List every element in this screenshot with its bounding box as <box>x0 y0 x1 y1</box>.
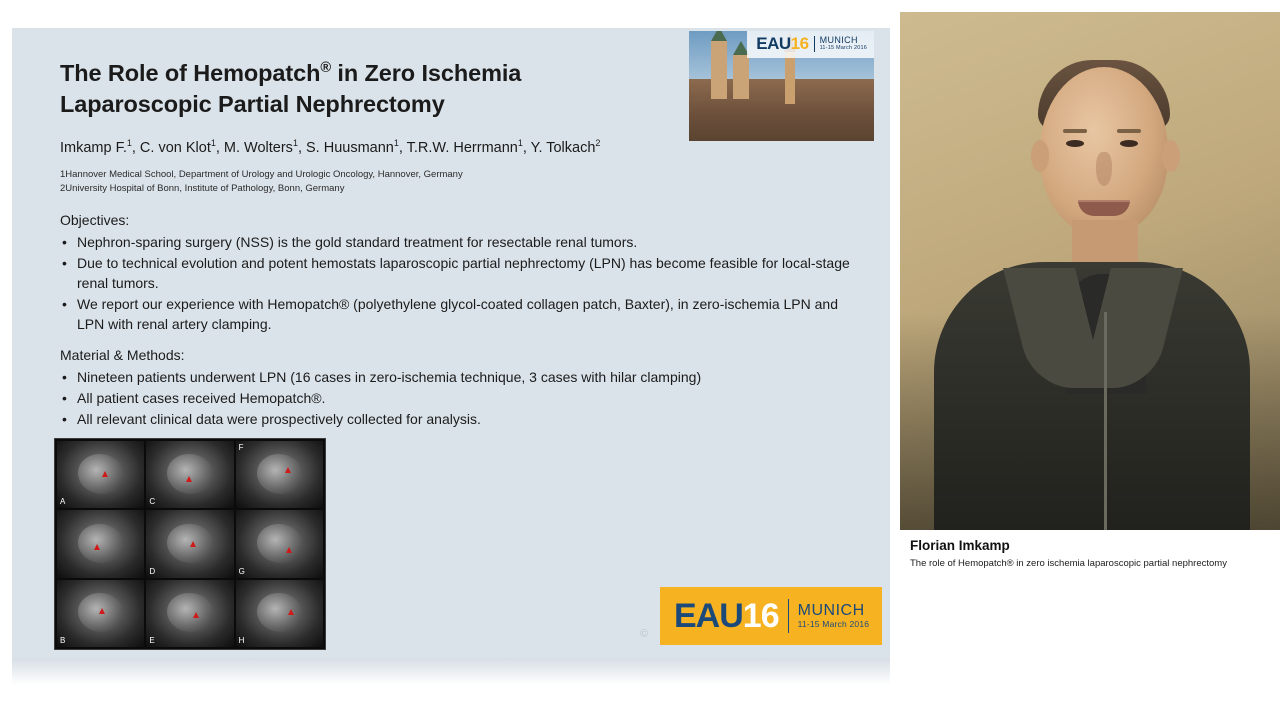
slide-content <box>12 28 890 658</box>
ct-panel <box>236 580 323 647</box>
banner-tower-left <box>711 41 727 99</box>
eau-footer-city: MUNICH <box>797 601 865 619</box>
ct-panel-label: E <box>149 636 155 645</box>
list-item: • We report our experience with Hemopatch® (polyethylene glycol-coated collagen patch, Baxter), in zero-ischemia LPN and LPN with renal artery clamping. <box>60 294 850 334</box>
presenter-nose <box>1096 152 1112 186</box>
objectives-heading: Objectives: <box>60 212 130 228</box>
ct-panel <box>57 441 144 508</box>
slide-watermark: © <box>640 628 649 640</box>
eau-footer-divider <box>788 599 789 633</box>
banner-date-label: 11-15 March 2016 <box>819 44 867 51</box>
banner-eau-wordmark: EAU16 <box>756 34 809 53</box>
presenter-jacket-zipper <box>1104 312 1107 530</box>
presenter-eye-right <box>1120 140 1138 147</box>
slide-title-part1-cont: in Zero Ischemia <box>330 60 522 86</box>
affiliation-2: 2University Hospital of Bonn, Institute of Pathology, Bonn, Germany <box>60 182 345 194</box>
slide-title <box>60 58 680 121</box>
registered-mark: ® <box>320 60 331 77</box>
presenter-video[interactable] <box>900 12 1280 530</box>
ct-panel <box>146 441 233 508</box>
ct-panel <box>146 580 233 647</box>
list-item: • Nineteen patients underwent LPN (16 cases in zero-ischemia technique, 3 cases with hilar clamping) <box>60 367 850 387</box>
methods-heading: Material & Methods: <box>60 347 185 363</box>
banner-church-spire <box>785 52 795 104</box>
presenter-name: Florian Imkamp <box>910 538 1010 553</box>
list-item: • Nephron-sparing surgery (NSS) is the gold standard treatment for resectable renal tumors. <box>60 232 850 252</box>
banner-eau-logo <box>747 31 874 58</box>
slide-title-line2: Laparoscopic Partial Nephrectomy <box>60 91 445 118</box>
presenter-ear-left <box>1031 140 1049 172</box>
ct-panel <box>236 441 323 508</box>
slide-title-part1: The Role of Hemopatch <box>60 60 321 86</box>
eau-congress-logo <box>660 587 882 645</box>
ct-panel-label: H <box>238 636 245 645</box>
munich-banner-image <box>689 31 874 141</box>
ct-scan-figure <box>54 438 326 650</box>
eau-footer-wordmark: EAU16 <box>674 597 779 635</box>
video-panel <box>900 0 1280 720</box>
presentation-title: The role of Hemopatch® in zero ischemia laparoscopic partial nephrectomy <box>910 558 1227 569</box>
list-item: • Due to technical evolution and potent hemostats laparoscopic partial nephrectomy (LPN) has become feasible for local-stage renal tumors. <box>60 253 850 293</box>
banner-eau-subtext <box>814 36 867 51</box>
ct-panel <box>236 510 323 577</box>
eau-footer-details <box>798 602 870 630</box>
ct-panel <box>146 510 233 577</box>
eau-footer-dates: 11-15 March 2016 <box>797 619 870 630</box>
ct-panel-label: D <box>149 566 156 576</box>
ct-panel-label: B <box>60 636 66 645</box>
ct-panel-label: G <box>238 566 245 576</box>
affiliations <box>60 168 850 196</box>
list-item: • All patient cases received Hemopatch®. <box>60 388 850 408</box>
video-caption <box>900 530 1280 570</box>
presenter-eyebrow-right <box>1117 129 1141 133</box>
list-item: • All relevant clinical data were prospectively collected for analysis. <box>60 409 850 429</box>
ct-panel <box>57 580 144 647</box>
methods-list <box>60 367 850 430</box>
ct-panel-label: C <box>149 497 156 507</box>
affiliation-1: 1Hannover Medical School, Department of Urology and Urologic Oncology, Hannover, Germany <box>60 169 463 180</box>
presenter-eyebrow-left <box>1063 129 1087 133</box>
author-list: Imkamp F.$^1$, C. von Klot$^1$, M. Wolters$^1$, S. Huusmann$^1$, T.R.W. Herrmann$^1$, Y. Tolkach$^2$ <box>60 138 601 156</box>
presenter-mouth <box>1078 200 1130 216</box>
objectives-list <box>60 232 850 335</box>
banner-tower-right <box>733 55 749 99</box>
ct-panel <box>57 510 144 577</box>
slide-reflection <box>12 658 890 690</box>
ct-panel-label: F <box>238 443 244 452</box>
presenter-ear-right <box>1162 140 1180 172</box>
ct-panel-label: A <box>60 497 66 507</box>
banner-city-label: MUNICH <box>819 35 858 46</box>
presenter-eye-left <box>1066 140 1084 147</box>
